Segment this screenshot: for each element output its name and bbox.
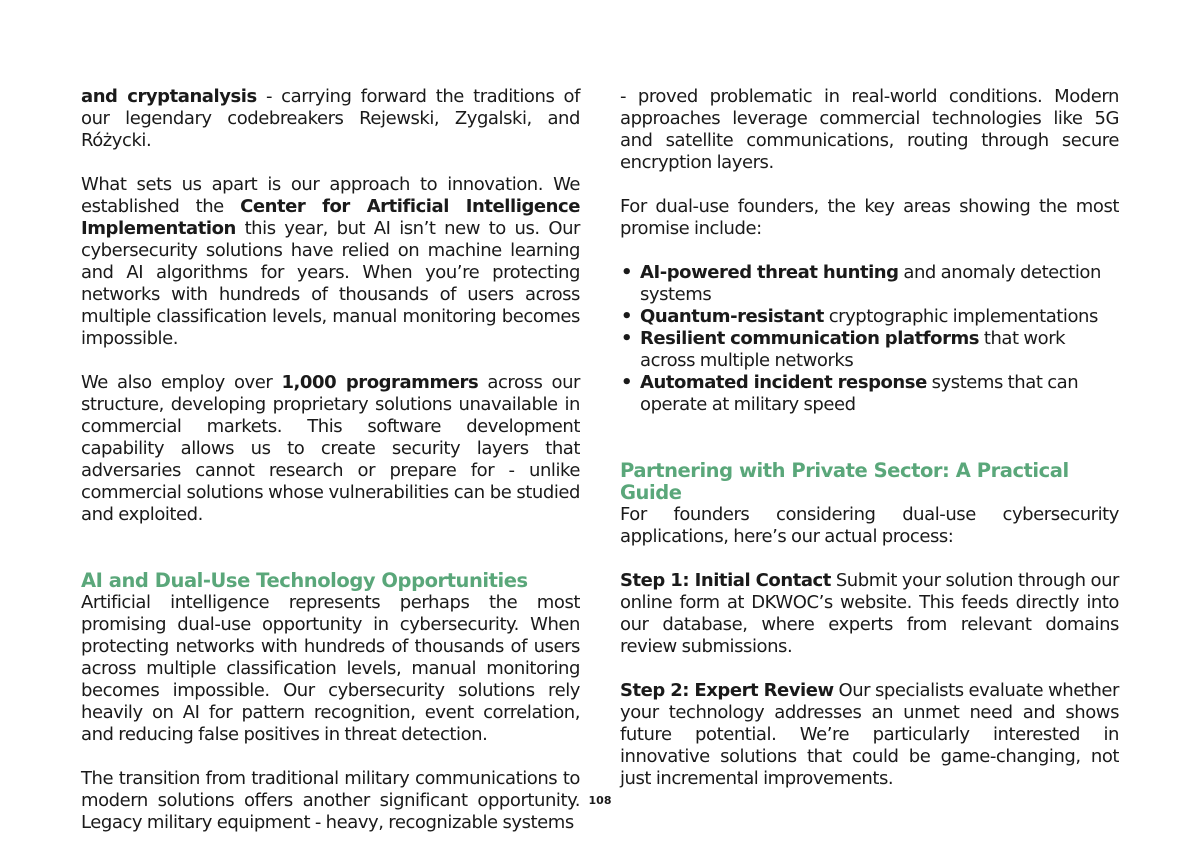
paragraph-text: We also employ over <box>81 372 282 393</box>
left-column <box>81 86 580 834</box>
bold-phrase: Quantum-resistant <box>640 306 824 327</box>
list-item <box>620 262 1119 306</box>
key-areas-list <box>620 262 1119 416</box>
bold-phrase: AI-powered threat hunting <box>640 262 899 283</box>
step-label: Step 2: Expert Review <box>620 680 834 701</box>
step-text: Our specialists evaluate whether your technology addresses an unmet need and shows future potential. We’re particularly interested in innovative solutions that could be game-changing, not just incremental improvements. <box>620 680 1119 789</box>
section-heading-partnering: Partnering with Private Sector: A Practical Guide <box>620 459 1069 504</box>
list-item-text: that work across multiple networks <box>640 328 1066 371</box>
right-column <box>620 86 1119 790</box>
list-item <box>620 372 1119 416</box>
paragraph-text: this year, but AI isn’t new to us. Our cybersecurity solutions have relied on machine learning and AI algorithms for years. When you’re protecting networks with hundreds of thousands of users across multiple classification levels, manual monitoring becomes impossible. <box>81 218 580 349</box>
bold-phrase: Resilient communication platforms <box>640 328 980 349</box>
paragraph-programmers <box>81 372 580 526</box>
list-item-text: systems that can operate at military speed <box>640 372 1079 415</box>
bold-phrase: 1,000 programmers <box>281 372 479 393</box>
step-label: Step 1: Initial Contact <box>620 570 831 591</box>
paragraph-key-areas-intro: For dual-use founders, the key areas showing the most promise include: <box>620 196 1119 239</box>
list-item-text: and anomaly detection systems <box>640 262 1101 305</box>
paragraph-modern-approaches: - proved problematic in real-world conditions. Modern approaches leverage commercial technologies like 5G and satellite communications, routing through secure encryption layers. <box>620 86 1119 173</box>
bold-phrase: Automated incident response <box>640 372 927 393</box>
section-heading-ai-dual-use: AI and Dual-Use Technology Opportunities <box>81 569 528 592</box>
bold-phrase: Center for Artificial Intelligence Implementation <box>81 196 580 239</box>
paragraph-text: across our structure, developing proprietary solutions unavailable in commercial markets. This software development capability allows us to create security layers that adversaries cannot research or prepare for - unlike commercial solutions whose vulnerabilities can be studied and exploited. <box>81 372 581 525</box>
bold-phrase: and cryptanalysis <box>81 86 257 107</box>
step-text: Submit your solution through our online form at DKWOC’s website. This feeds directly into our database, where experts from relevant domains review submissions. <box>620 570 1119 657</box>
list-item-text: cryptographic implementations <box>823 306 1098 327</box>
paragraph-step-1 <box>620 570 1119 658</box>
paragraph-ai-opportunity: Artificial intelligence represents perhaps the most promising dual-use opportunity in cybersecurity. When protecting networks with hundreds of thousands of users across multiple classification levels, manual monitoring becomes impossible. Our cybersecurity solutions rely heavily on AI for pattern recognition, event correlation, and reducing false positives in threat detection. <box>81 592 580 745</box>
page-number: 108 <box>588 794 612 807</box>
paragraph-text: What sets us apart is our approach to innovation. We established the <box>81 174 580 217</box>
paragraph-cryptanalysis <box>81 86 580 152</box>
paragraph-step-2 <box>620 680 1119 790</box>
list-item <box>620 328 1119 372</box>
paragraph-text: - carrying forward the traditions of our legendary codebreakers Rejewski, Zygalski, and Różycki. <box>81 86 581 151</box>
list-item <box>620 306 1119 328</box>
paragraph-innovation <box>81 174 580 350</box>
paragraph-military-communications: The transition from traditional military communications to modern solutions offers another significant opportunity. Legacy military equipment - heavy, recognizable systems <box>81 768 580 833</box>
paragraph-process-intro: For founders considering dual-use cybersecurity applications, here’s our actual process: <box>620 504 1119 547</box>
